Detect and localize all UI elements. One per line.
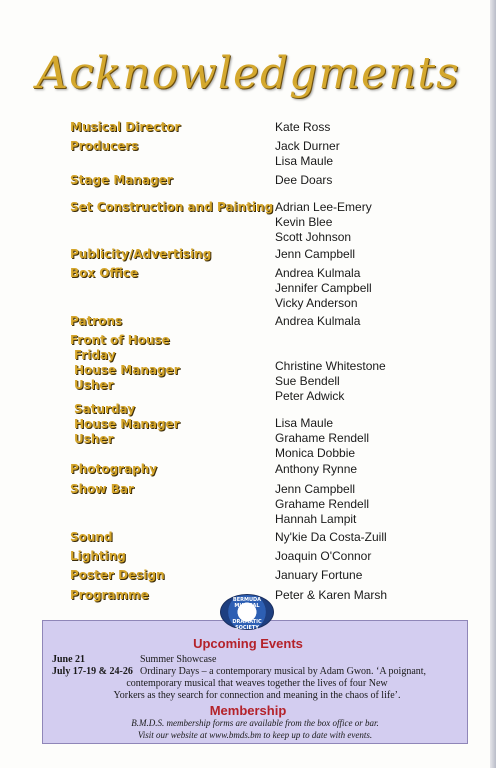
credit-names: Jenn Campbell Grahame Rendell Hannah Lampit [275,482,370,526]
membership-heading: Membership [209,703,287,718]
credit-role: Saturday House Manager Usher [74,402,180,446]
credit-role: Publicity/Advertising [70,247,212,261]
credit-names: Christine Whitestone Sue Bendell Peter Adwick [275,359,386,403]
event-date: June 21 [52,654,86,665]
membership-info: B.M.D.S. membership forms are available from the box office or bar. [131,718,379,728]
credit-names: Jack Durner Lisa Maule [275,139,340,168]
credit-role: Musical Director [70,120,181,134]
credit-role: Poster Design [70,568,165,582]
credit-role: Set Construction and Painting [70,200,274,214]
credit-names: Dee Doars [275,173,333,187]
credit-names: Ny'kie Da Costa-Zuill [275,530,387,544]
credit-role: Patrons [70,314,123,328]
membership-website-info: Visit our website at www.bmds.bm to keep up to date with events. [137,730,373,740]
page-edge [490,0,496,768]
credit-names: Lisa Maule Grahame Rendell Monica Dobbie [275,416,370,460]
credit-role: Box Office [70,266,139,280]
credit-role: Producers [70,139,139,153]
credit-names: Anthony Rynne [275,462,358,476]
event-description-continued: contemporary musical that weaves together the lives of four New [126,678,388,689]
event-date: July 17-19 & 24-26 [52,666,133,677]
credit-names: Adrian Lee-Emery Kevin Blee Scott Johnson [275,200,372,244]
credit-role: Front of House Friday House Manager Usher [70,333,180,392]
credit-role: Photography [70,462,158,476]
credit-names: Jenn Campbell [275,247,356,261]
page-title: Acknowledgments [36,48,460,99]
credit-names: Joaquin O'Connor [275,549,372,563]
credit-role: Stage Manager [70,173,173,187]
event-description-continued: Yorkers as they search for connection and meaning in the chaos of life’. [113,690,401,701]
event-description: Ordinary Days – a contemporary musical by Adam Gwon. ‘A poignant, [140,666,427,677]
upcoming-events-heading: Upcoming Events [193,636,303,651]
credit-role: Programme [70,588,149,602]
society-logo: BERMUDA MUSICAL DRAMATIC SOCIETY [220,594,274,630]
credit-names: Andrea Kulmala Jennifer Campbell Vicky Anderson [275,266,372,310]
credit-role: Sound [70,530,113,544]
credit-names: Kate Ross [275,120,331,134]
event-description: Summer Showcase [140,654,217,665]
credit-names: Peter & Karen Marsh [275,588,388,602]
credit-role: Show Bar [70,482,134,496]
credit-names: January Fortune [275,568,363,582]
credit-names: Andrea Kulmala [275,314,361,328]
credit-role: Lighting [70,549,126,563]
